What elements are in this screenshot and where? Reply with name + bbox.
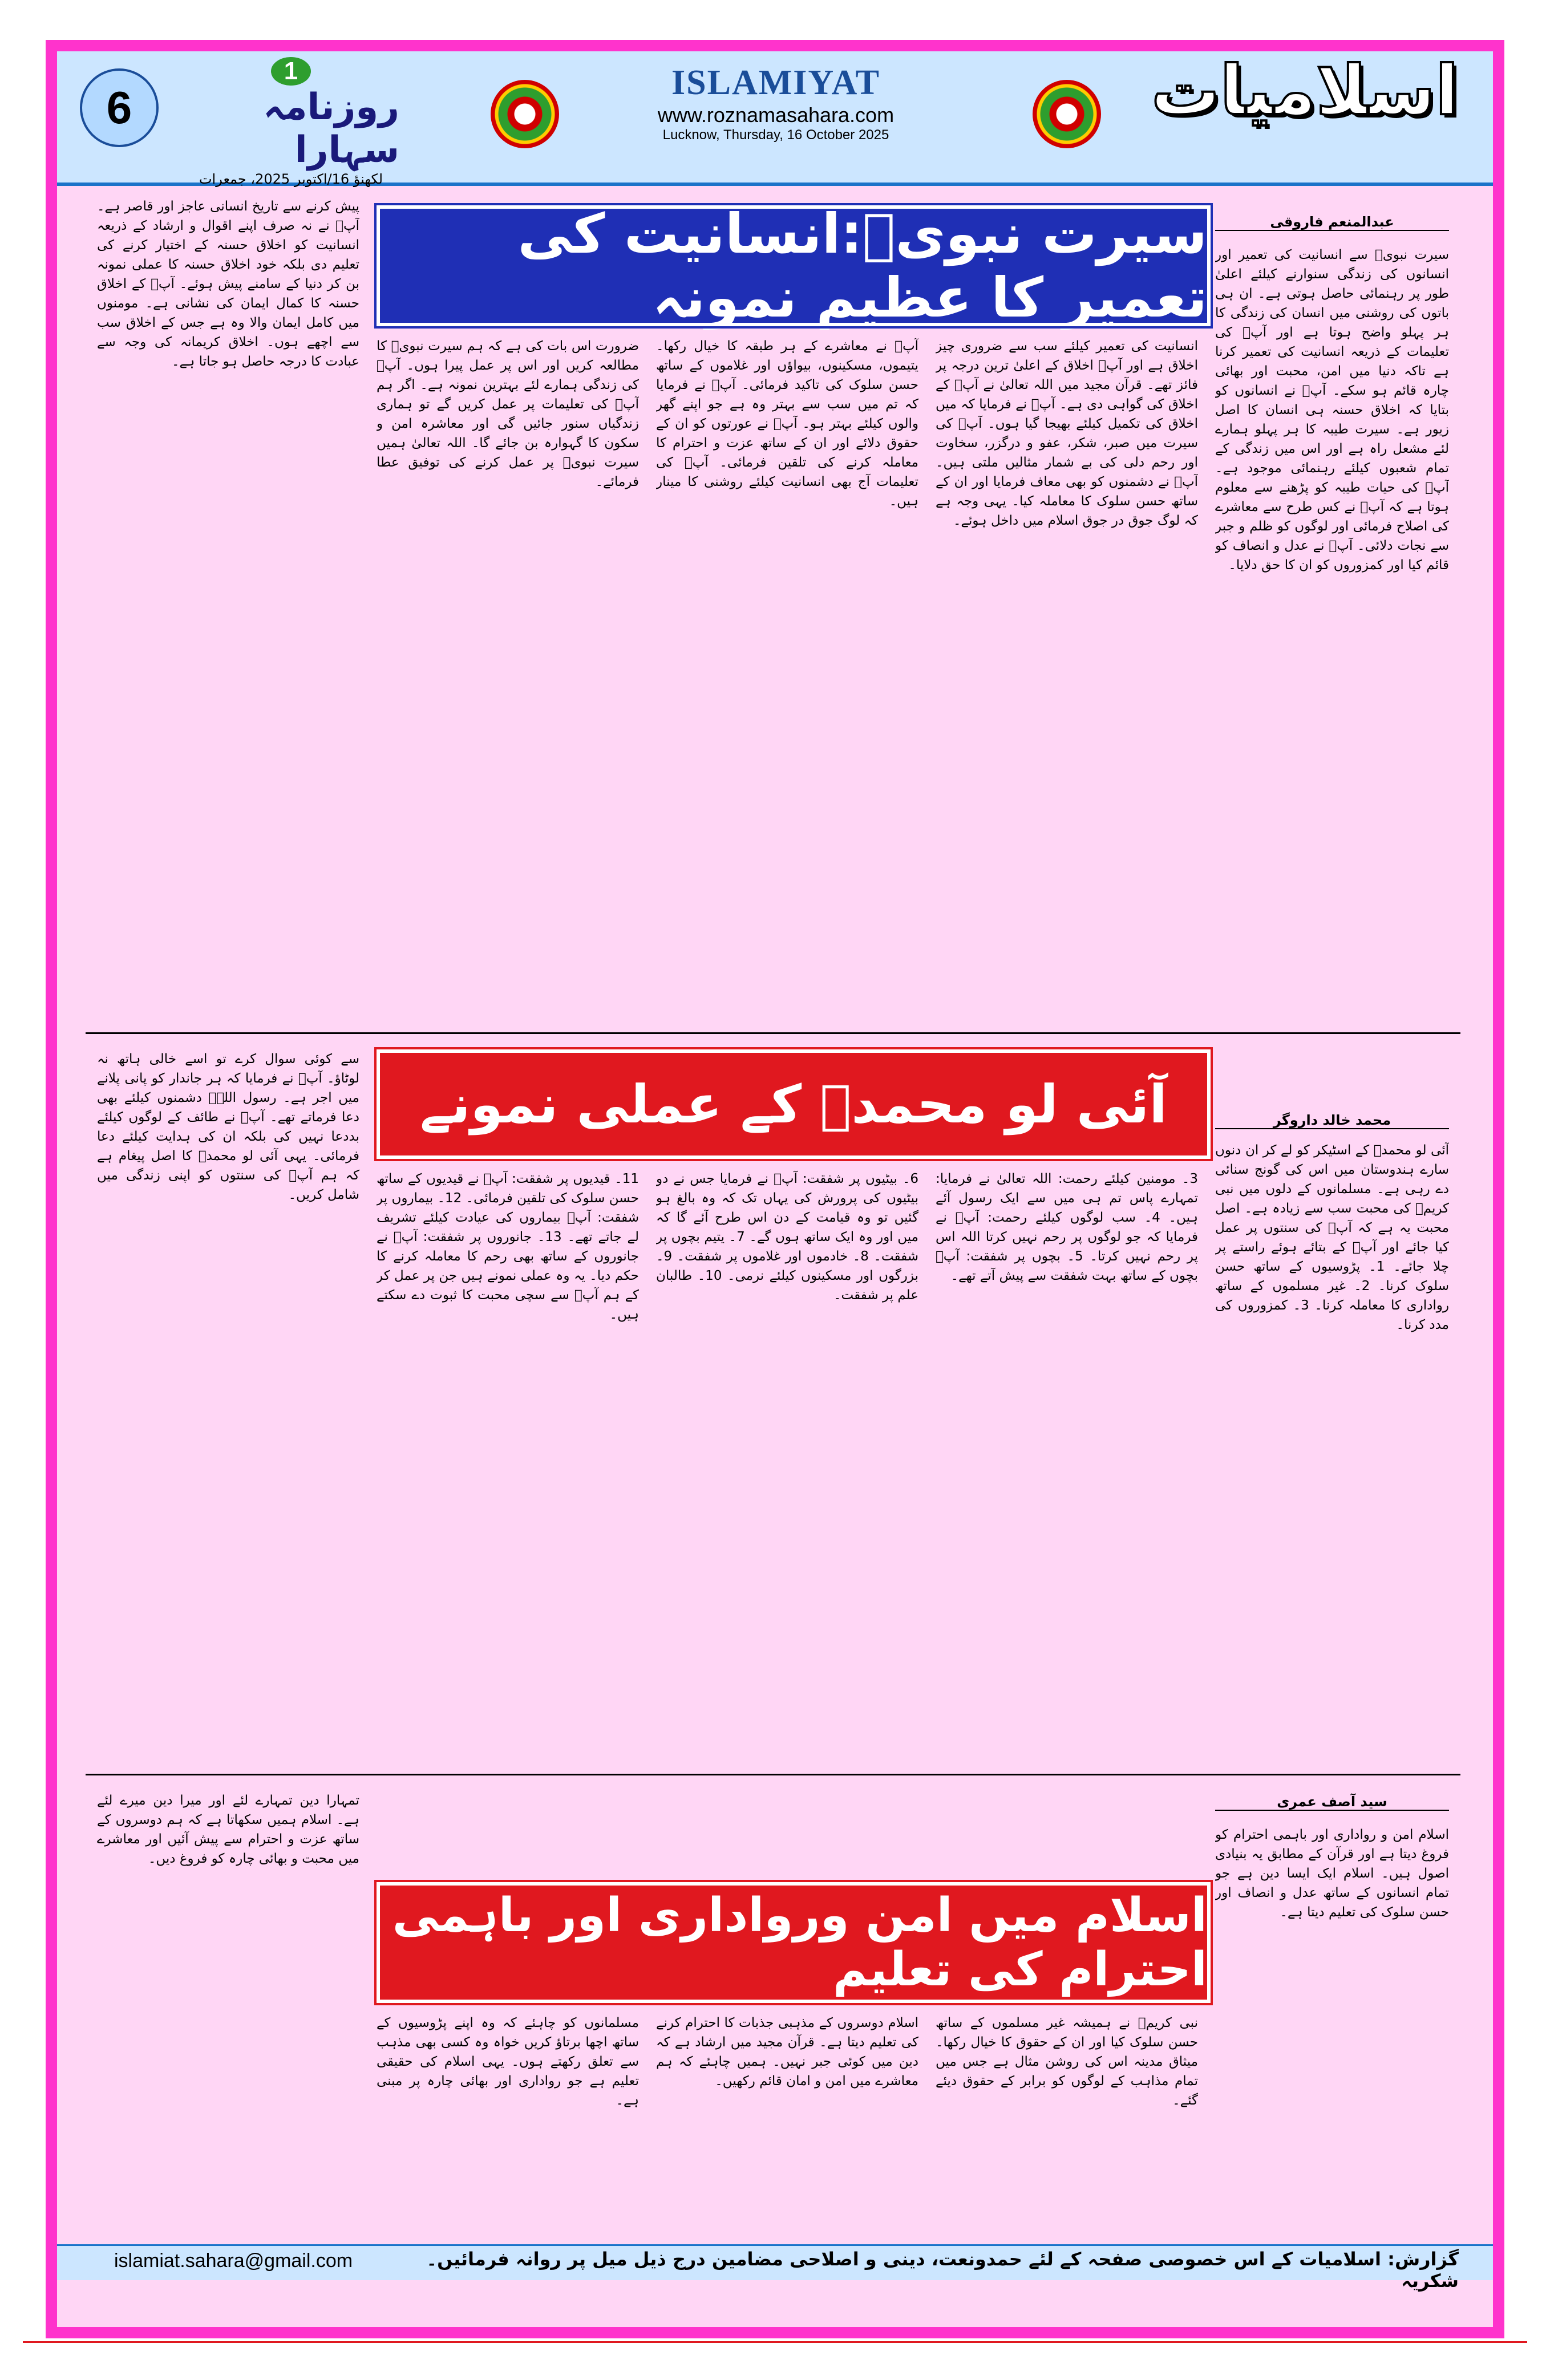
article1-column-3: آپؐ نے معاشرے کے ہر طبقہ کا خیال رکھا۔ یتیموں، مسکینوں، بیواؤں اور غلاموں کے ساتھ حسن سلوک کی تاکید فرمائی۔ آپؐ نے فرمایا کہ تم میں سب سے بہتر وہ ہے جو اپنے گھر والوں کیلئے بہتر ہو۔ آپؐ نے عورتوں کو ان کے حقوق دلائے اور ان کے ساتھ عزت و احترام کا معاملہ کرنے کی تلقین فرمائی۔ آپؐ کی تعلیمات آج بھی انسانیت کیلئے روشنی کا مینار ہیں۔ bbox=[656, 339, 918, 509]
newspaper-name: روزنامہ سہارا bbox=[263, 86, 399, 171]
bottom-rule bbox=[23, 2341, 1527, 2343]
article3-author: سید آصف عمری bbox=[1215, 1794, 1449, 1811]
divider-2 bbox=[86, 1774, 1460, 1775]
article3-column-4: مسلمانوں کو چاہئے کہ وہ اپنے پڑوسیوں کے ساتھ اچھا برتاؤ کریں خواہ وہ کسی بھی مذہب سے تعلق رکھتے ہوں۔ یہی اسلام کی حقیقی تعلیم ہے جو رواداری اور بھائی چارہ پر مبنی ہے۔ bbox=[377, 2016, 639, 2108]
logo-badge: 1 bbox=[271, 57, 311, 86]
article2-column-5: سے کوئی سوال کرے تو اسے خالی ہاتھ نہ لوٹاؤ۔ آپؐ نے فرمایا کہ ہر جاندار کو پانی پلانے میں اجر ہے۔ رسول اللہؐ دشمنوں کیلئے بھی دعا فرماتے تھے۔ آپؐ نے طائف کے لوگوں کیلئے بددعا نہیں کی بلکہ ان کی ہدایت کیلئے دعا فرمائی۔ یہی آئی لو محمدؐ کا اصل پیغام ہے کہ ہم آپؐ کی سنتوں کو اپنی زندگی میں شامل کریں۔ bbox=[97, 1052, 359, 1202]
article2-headline: آئی لو محمدؐ کے عملی نمونے bbox=[377, 1049, 1211, 1159]
article1-headline: سیرت نبویؐ:انسانیت کی تعمیر کا عظیم نمونہ bbox=[377, 205, 1211, 326]
article1-author: عبدالمنعم فاروقی bbox=[1215, 214, 1449, 231]
article3-column-1: اسلام امن و رواداری اور باہمی احترام کو فروغ دیتا ہے اور قرآن کے مطابق یہ بنیادی اصول ہیں۔ اسلام ایک ایسا دین ہے جو تمام انسانوں کے ساتھ عدل و انصاف اور حسن سلوک کی تعلیم دیتا ہے۔ bbox=[1215, 1827, 1449, 1920]
article3-column-2: نبی کریمؐ نے ہمیشہ غیر مسلموں کے ساتھ حسن سلوک کیا اور ان کے حقوق کا خیال رکھا۔ میثاق مدینہ اس کی روشن مثال ہے جس میں تمام مذاہب کے لوگوں کو برابر کے حقوق دیئے گئے۔ bbox=[936, 2016, 1198, 2108]
section-title-english: ISLAMIYAT bbox=[671, 63, 880, 102]
article2-column-3: 6۔ بیٹیوں پر شفقت: آپؐ نے فرمایا جس نے دو بیٹیوں کی پرورش کی یہاں تک کہ وہ بالغ ہو گئیں تو وہ قیامت کے دن اس طرح آئے گا کہ میں اور وہ ایک ساتھ ہوں گے۔ 7۔ یتیم بچوں پر شفقت۔ 8۔ خادموں اور غلاموں پر شفقت۔ 9۔ بزرگوں اور مسکینوں کیلئے نرمی۔ 10۔ طالبان علم پر شفقت۔ bbox=[656, 1171, 918, 1303]
newspaper-date: لکھنؤ 16/اکتوبر 2025، جمعرات bbox=[199, 171, 383, 187]
divider-1 bbox=[86, 1032, 1460, 1034]
article2-column-4: 11۔ قیدیوں پر شفقت: آپؐ نے قیدیوں کے ساتھ حسن سلوک کی تلقین فرمائی۔ 12۔ بیماروں پر شفقت: آپؐ بیماروں کی عیادت کیلئے تشریف لے جاتے تھے۔ 13۔ جانوروں پر شفقت: آپؐ نے جانوروں کے ساتھ بھی رحم کا معاملہ کرنے کا حکم دیا۔ یہ وہ عملی نمونے ہیں جن پر عمل کر کے ہم آپؐ سے سچی محبت کا ثبوت دے سکتے ہیں۔ bbox=[377, 1171, 639, 1322]
article3-column-5: تمہارا دین تمہارے لئے اور میرا دین میرے لئے ہے۔ اسلام ہمیں سکھاتا ہے کہ ہم دوسروں کے ساتھ عزت و احترام سے پیش آئیں اور معاشرے میں محبت و بھائی چارہ کو فروغ دیں۔ bbox=[97, 1793, 359, 1866]
email-link[interactable]: islamiat.sahara@gmail.com bbox=[114, 2250, 353, 2272]
article2-author: محمد خالد داروگر bbox=[1215, 1112, 1449, 1129]
article1-column-1: سیرت نبویؐ سے انسانیت کی تعمیر اور انسانوں کی زندگی سنوارنے کیلئے اعلیٰ طور پر رہنمائی حاصل ہوتی ہے۔ ان ہی باتوں کی روشنی میں انسان کی زندگی کا ہر پہلو واضح ہوتا ہے اور آپؐ کی تعلیمات کے ذریعہ انسانیت کی تعمیر کرنا ہے تاکہ دنیا میں امن، محبت اور بھائی چارہ قائم ہو سکے۔ آپؐ نے انسانوں کو بتایا کہ اخلاق حسنہ ہی انسان کا اصل زیور ہے۔ سیرت طیبہ کا ہر پہلو ہمارے لئے مشعل راہ ہے اور اس میں زندگی کے تمام شعبوں کیلئے رہنمائی موجود ہے۔ آپؐ کی حیات طیبہ کو پڑھنے سے معلوم ہوتا ہے کہ آپؐ نے کس طرح سے معاشرے کی اصلاح فرمائی اور لوگوں کو ظلم و جبر سے نجات دلائی۔ آپؐ نے عدل و انصاف کو قائم کیا اور کمزوروں کو ان کا حق دلایا۔ bbox=[1215, 248, 1449, 573]
submission-notice: گزارش: اسلامیات کے اس خصوصی صفحہ کے لئے حمدونعت، دینی و اصلاحی مضامین درج ذیل میل پر روانہ فرمائیں۔ شکریہ bbox=[426, 2248, 1459, 2292]
article1-column-5: پیش کرنے سے تاریخ انسانی عاجز اور قاصر ہے۔ آپؐ نے نہ صرف اپنے اقوال و ارشاد کے ذریعہ انسانیت کو اخلاق حسنہ کے اختیار کرنے کی تعلیم دی بلکہ خود اخلاق حسنہ کا عملی نمونہ بن کر دنیا کے سامنے پیش ہوئے۔ آپؐ کے اخلاق حسنہ کا کمال ایمان کی نشانی ہے۔ مومنوں میں کامل ایمان والا وہ ہے جس کے اخلاق سب سے اچھے ہوں۔ اخلاق کریمانہ کی وجہ سے عبادت کا درجہ حاصل ہو جاتا ہے۔ bbox=[97, 199, 359, 369]
page-number: 6 bbox=[80, 68, 159, 147]
header-center bbox=[605, 63, 947, 143]
article2-column-2: 3۔ مومنین کیلئے رحمت: اللہ تعالیٰ نے فرمایا: تمہارے پاس تم ہی میں سے ایک رسول آئے ہیں۔ 4۔ سب لوگوں کیلئے رحمت: آپؐ نے فرمایا کہ جو لوگوں پر رحم نہیں کرتا اللہ اس پر رحم نہیں کرتا۔ 5۔ بچوں پر شفقت: آپؐ بچوں کے ساتھ بہت شفقت سے پیش آتے تھے۔ bbox=[936, 1171, 1198, 1283]
article2-column-1: آئی لو محمدؐ کے اسٹیکر کو لے کر ان دنوں سارے ہندوستان میں اس کی گونج سنائی دے رہی ہے۔ مسلمانوں کے دلوں میں نبی کریمؐ کی محبت سب سے زیادہ ہے۔ اصل محبت یہ ہے کہ آپؐ کی سنتوں پر عمل کیا جائے اور آپؐ کے بتائے ہوئے راستے پر چلا جائے۔ 1۔ پڑوسیوں کے ساتھ حسن سلوک کرنا۔ 2۔ غیر مسلموں کے ساتھ رواداری کا معاملہ کرنا۔ 3۔ کمزوروں کی مدد کرنا۔ bbox=[1215, 1143, 1449, 1332]
newspaper-logo bbox=[183, 57, 399, 187]
article1-column-2: انسانیت کی تعمیر کیلئے سب سے ضروری چیز اخلاق ہے اور آپؐ اخلاق کے اعلیٰ ترین درجہ پر فائز تھے۔ قرآن مجید میں اللہ تعالیٰ نے آپؐ کے اخلاق کی گواہی دی ہے۔ آپؐ نے فرمایا کہ میں اخلاق کی تکمیل کیلئے بھیجا گیا ہوں۔ آپؐ کی سیرت میں صبر، شکر، عفو و درگزر، سخاوت اور رحم دلی کی بے شمار مثالیں ملتی ہیں۔ آپؐ نے دشمنوں کو بھی معاف فرمایا اور ان کے ساتھ حسن سلوک کا معاملہ کیا۔ یہی وجہ ہے کہ لوگ جوق در جوق اسلام میں داخل ہوئے۔ bbox=[936, 339, 1198, 528]
article1-column-4: ضرورت اس بات کی ہے کہ ہم سیرت نبویؐ کا مطالعہ کریں اور اس پر عمل پیرا ہوں۔ آپؐ کی زندگی ہمارے لئے بہترین نمونہ ہے۔ اگر ہم آپؐ کی تعلیمات پر عمل کریں گے تو ہماری زندگیاں سنور جائیں گی اور معاشرہ امن و سکون کا گہوارہ بن جائے گا۔ اللہ تعالیٰ ہمیں سیرت نبویؐ پر عمل کرنے کی توفیق عطا فرمائے۔ bbox=[377, 339, 639, 489]
article3-headline: اسلام میں امن ورواداری اور باہمی احترام کی تعلیم bbox=[377, 1882, 1211, 2003]
emblem-icon-right bbox=[1033, 80, 1101, 148]
website-link[interactable]: www.roznamasahara.com bbox=[657, 103, 895, 127]
dateline: Lucknow, Thursday, 16 October 2025 bbox=[662, 127, 889, 143]
emblem-icon-left bbox=[491, 80, 559, 148]
section-title-urdu: اسلامیات bbox=[1151, 51, 1459, 131]
article3-column-3: اسلام دوسروں کے مذہبی جذبات کا احترام کرنے کی تعلیم دیتا ہے۔ قرآن مجید میں ارشاد ہے کہ دین میں کوئی جبر نہیں۔ ہمیں چاہئے کہ ہم معاشرے میں امن و امان قائم رکھیں۔ bbox=[656, 2016, 918, 2089]
